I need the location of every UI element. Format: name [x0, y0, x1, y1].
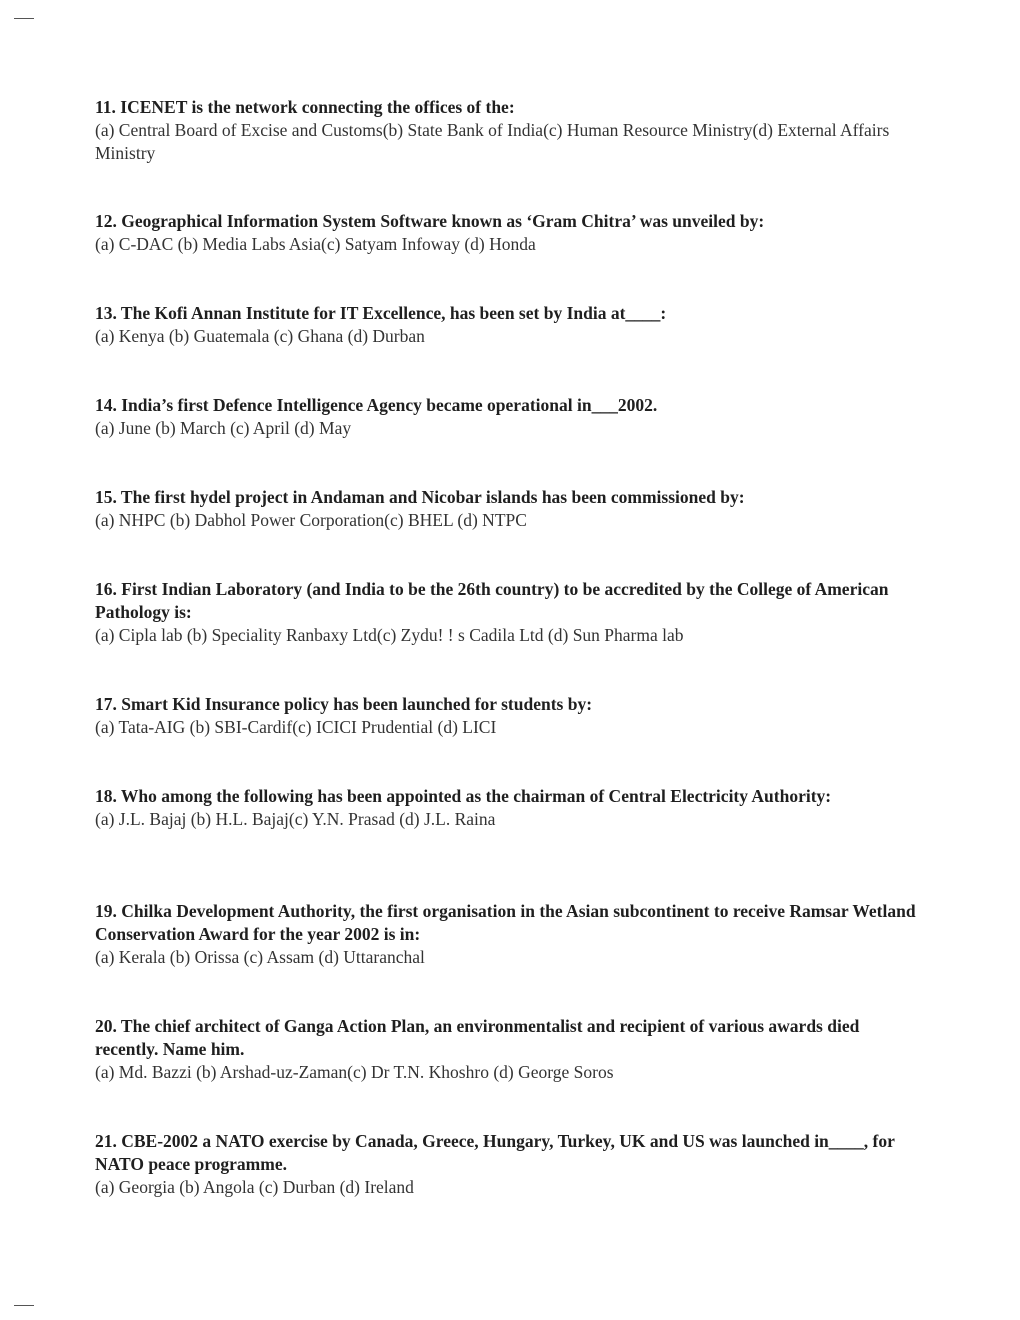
question-14	[95, 394, 925, 440]
question-options: (a) Central Board of Excise and Customs(b) State Bank of India(c) Human Resource Ministry(d) External Affairs Ministry	[95, 120, 890, 163]
question-text: 18. Who among the following has been appointed as the chairman of Central Electricity Authority:	[95, 786, 832, 806]
question-20	[95, 1015, 925, 1084]
question-text: 20. The chief architect of Ganga Action Plan, an environmentalist and recipient of various awards died recently. Name him.	[95, 1016, 860, 1059]
question-text: 12. Geographical Information System Software known as ‘Gram Chitra’ was unveiled by:	[95, 211, 765, 231]
question-options: (a) Tata-AIG (b) SBI-Cardif(c) ICICI Prudential (d) LICI	[95, 717, 497, 737]
question-text: 15. The first hydel project in Andaman and Nicobar islands has been commissioned by:	[95, 487, 745, 507]
question-text: 19. Chilka Development Authority, the first organisation in the Asian subcontinent to receive Ramsar Wetland Conservation Award for the year 2002 is in:	[95, 901, 916, 944]
question-11	[95, 96, 925, 165]
question-text: 14. India’s first Defence Intelligence Agency became operational in___2002.	[95, 395, 658, 415]
question-text: 21. CBE-2002 a NATO exercise by Canada, Greece, Hungary, Turkey, UK and US was launched in____, for NATO peace programme.	[95, 1131, 895, 1174]
question-options: (a) Georgia (b) Angola (c) Durban (d) Ireland	[95, 1177, 414, 1197]
question-options: (a) Kerala (b) Orissa (c) Assam (d) Uttaranchal	[95, 947, 425, 967]
question-18	[95, 785, 925, 831]
question-text: 13. The Kofi Annan Institute for IT Excellence, has been set by India at____:	[95, 303, 667, 323]
question-text: 16. First Indian Laboratory (and India to be the 26th country) to be accredited by the College of American Pathology is:	[95, 579, 889, 622]
question-16	[95, 578, 925, 647]
question-12	[95, 210, 925, 256]
question-text: 17. Smart Kid Insurance policy has been launched for students by:	[95, 694, 593, 714]
question-options: (a) Cipla lab (b) Speciality Ranbaxy Ltd(c) Zydu! ! s Cadila Ltd (d) Sun Pharma lab	[95, 625, 684, 645]
question-options: (a) C-DAC (b) Media Labs Asia(c) Satyam Infoway (d) Honda	[95, 234, 536, 254]
question-17	[95, 693, 925, 739]
question-13	[95, 302, 925, 348]
question-15	[95, 486, 925, 532]
question-options: (a) Md. Bazzi (b) Arshad-uz-Zaman(c) Dr T.N. Khoshro (d) George Soros	[95, 1062, 614, 1082]
question-options: (a) J.L. Bajaj (b) H.L. Bajaj(c) Y.N. Prasad (d) J.L. Raina	[95, 809, 496, 829]
top-corner-mark	[14, 18, 34, 19]
question-text: 11. ICENET is the network connecting the offices of the:	[95, 97, 515, 117]
question-21	[95, 1130, 925, 1199]
question-options: (a) NHPC (b) Dabhol Power Corporation(c) BHEL (d) NTPC	[95, 510, 527, 530]
question-options: (a) Kenya (b) Guatemala (c) Ghana (d) Durban	[95, 326, 425, 346]
question-options: (a) June (b) March (c) April (d) May	[95, 418, 352, 438]
bottom-corner-mark	[14, 1305, 34, 1306]
question-19	[95, 900, 925, 969]
